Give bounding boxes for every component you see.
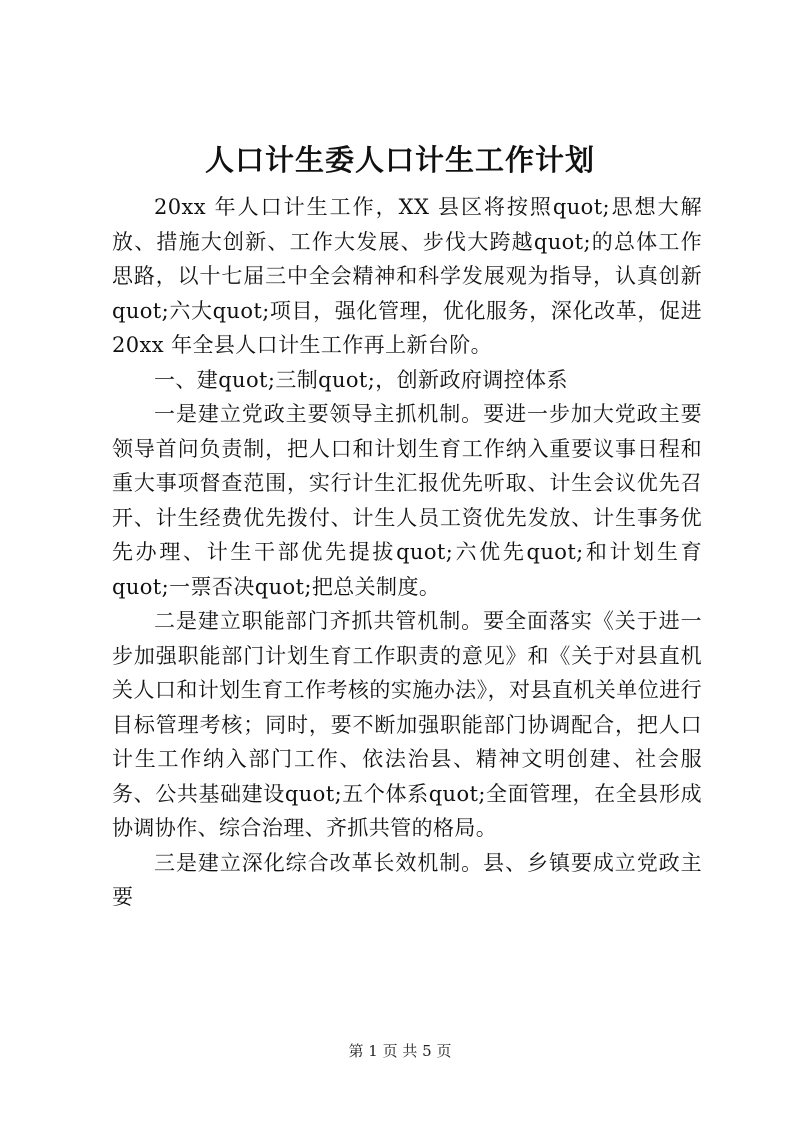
- page-number-footer: 第 1 页 共 5 页: [348, 1042, 452, 1060]
- document-title: 人口计生委人口计生工作计划: [204, 143, 595, 177]
- section-heading: 一、建quot;三制quot;，创新政府调控体系: [154, 367, 568, 392]
- paragraph-point-1: 一是建立党政主要领导主抓机制。要进一步加大党政主要领导首问负责制，把人口和计划生育工作纳入重要议事日程和重大事项督查范围，实行计生汇报优先听取、计生会议优先召开、计生经费优先拨付、计生人员工资优先发放、计生事务优先办理、计生干部优先提拔quot;六优先quot;和计划生育quot;一票否决quot;把总关制度。: [112, 402, 702, 599]
- paragraph-point-3: 三是建立深化综合改革长效机制。县、乡镇要成立党政主要: [112, 850, 702, 909]
- paragraph-intro: 20xx 年人口计生工作，XX 县区将按照quot;思想大解放、措施大创新、工作大发展、步伐大跨越quot;的总体工作思路，以十七届三中全会精神和科学发展观为指导，认真创新quot;六大quot;项目，强化管理，优化服务，深化改革，促进20xx 年全县人口计生工作再上新台阶。: [112, 195, 702, 357]
- paragraph-point-2: 二是建立职能部门齐抓共管机制。要全面落实《关于进一步加强职能部门计划生育工作职责的意见》和《关于对县直机关人口和计划生育工作考核的实施办法》，对县直机关单位进行目标管理考核；同时，要不断加强职能部门协调配合，把人口计生工作纳入部门工作、依法治县、精神文明创建、社会服务、公共基础建设quot;五个体系quot;全面管理，在全县形成协调协作、综合治理、齐抓共管的格局。: [112, 609, 702, 840]
- document-body: [112, 190, 702, 915]
